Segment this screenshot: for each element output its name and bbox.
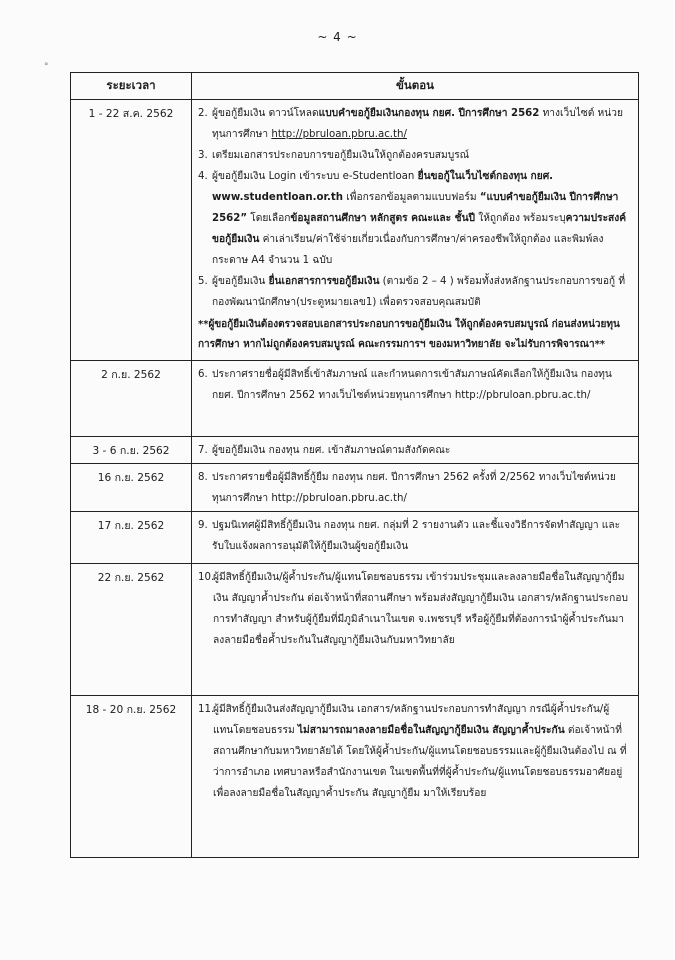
step-text [212, 166, 628, 271]
step-text [213, 567, 628, 651]
steps-cell [192, 696, 639, 858]
step-text-part: ต่อเจ้าหน้าที่สถานศึกษากับมหาวิทยาลัยได้ โดยให้ผู้ค้ำประกัน/ผู้แทนโดยชอบธรรมและผู้กู้ยืมเงินต้องไป ณ ที่ว่าการอำเภอ เทศบาลหรือสำนักงานเขต ในเขตพื้นที่ที่ผู้ค้ำประกัน/ผู้แทนโดยชอบธรรมอาศัยอยู่เพื่อลงลายมือชื่อในสัญญาค้ำประกัน สัญญากู้ยืม มาให้เรียบร้อย [213, 725, 627, 799]
step-number: 7. [198, 445, 208, 456]
step-number: 4. [198, 171, 208, 182]
period-cell: 1 - 22 ส.ค. 2562 [71, 100, 192, 361]
table-row [71, 564, 639, 696]
step-text-part: ค่าเล่าเรียน/ค่าใช้จ่ายเกี่ยวเนื่องกับการศึกษา/ค่าครองชีพให้ถูกต้อง และพิมพ์ลงกระดาษ A4 จำนวน 1 ฉบับ [212, 234, 604, 266]
header-steps: ขั้นตอน [192, 73, 639, 100]
step-text [212, 467, 628, 509]
steps-cell [192, 512, 639, 564]
step-item [198, 699, 628, 804]
table-header-row [71, 73, 639, 100]
step-text [212, 364, 628, 406]
step-text-part: ผู้ขอกู้ยืมเงิน Login เข้าระบบ e-Studentloan [212, 171, 418, 182]
steps-cell [192, 437, 639, 464]
schedule-rows [71, 100, 639, 858]
step-item [198, 103, 628, 145]
step-text-part: ให้ถูกต้อง พร้อมระบุ [475, 213, 566, 224]
step-text [212, 145, 628, 166]
step-text-part: ผู้ขอกู้ยืมเงิน [212, 276, 269, 287]
table-row [71, 100, 639, 361]
step-number: 9. [198, 520, 208, 531]
step-number: 10. [198, 572, 215, 583]
step-number: 11. [198, 704, 215, 715]
table-row [71, 437, 639, 464]
period-cell: 2 ก.ย. 2562 [71, 361, 192, 437]
step-number: 5. [198, 276, 208, 287]
step-text-part: ประกาศรายชื่อผู้มีสิทธิ์กู้ยืม กองทุน กยศ. ปีการศึกษา 2562 ครั้งที่ 2/2562 ทางเว็บไซต์หน่วยทุนการศึกษา http://pbruloan.pbru.ac.th/ [212, 472, 616, 504]
table-row [71, 464, 639, 512]
period-cell: 17 ก.ย. 2562 [71, 512, 192, 564]
step-item [198, 271, 628, 313]
period-cell: 16 ก.ย. 2562 [71, 464, 192, 512]
step-text [212, 440, 628, 461]
steps-cell [192, 100, 639, 361]
step-text-part: ผู้มีสิทธิ์กู้ยืมเงิน/ผู้ค้ำประกัน/ผู้แทนโดยชอบธรรม เข้าร่วมประชุมและลงลายมือชื่อในสัญญากู้ยืมเงิน สัญญาค้ำประกัน ต่อเจ้าหน้าที่สถานศึกษา พร้อมส่งสัญญากู้ยืมเงิน เอกสาร/หลักฐานประกอบการทำสัญญา สำหรับผู้กู้ยืมที่มีภูมิลำเนาในเขต จ.เพชรบุรี หรือผู้กู้ยืมที่ต้องการนำผู้ค้ำประกันมาลงลายมือชื่อค้ำประกันในสัญญากู้ยืมเงินกับมหาวิทยาลัย [213, 572, 628, 646]
period-cell: 18 - 20 ก.ย. 2562 [71, 696, 192, 858]
step-text-bold: แบบคำขอกู้ยืมเงินกองทุน กยศ. ปีการศึกษา 2562 [318, 108, 540, 119]
steps-cell [192, 464, 639, 512]
schedule-table [70, 72, 639, 858]
warning-note: **ผู้ขอกู้ยืมเงินต้องตรวจสอบเอกสารประกอบการขอกู้ยืมเงิน ให้ถูกต้องครบสมบูรณ์ ก่อนส่งหน่วยทุนการศึกษา หากไม่ถูกต้องครบสมบูรณ์ คณะกรรมการฯ ของมหาวิทยาลัย จะไม่รับการพิจารณา** [198, 319, 620, 350]
corner-mark: ° [44, 62, 49, 72]
step-number: 2. [198, 108, 208, 119]
step-text-part: ผู้ขอกู้ยืมเงิน กองทุน กยศ. เข้าสัมภาษณ์ตามสังกัดคณะ [212, 445, 451, 456]
step-text-part: ทางเว็บไซต์ หน่วยทุนการศึกษา [212, 108, 623, 140]
step-text-bold: ความประสงค์ขอกู้ยืมเงิน [212, 213, 627, 245]
step-item [198, 145, 628, 166]
step-text-bold: ยื่นเอกสารการขอกู้ยืมเงิน [268, 276, 380, 287]
step-text [212, 103, 628, 145]
step-item [198, 166, 628, 271]
step-text-bold: ไม่สามารถมาลงลายมือชื่อในสัญญากู้ยืมเงิน สัญญาค้ำประกัน [297, 725, 565, 736]
header-period: ระยะเวลา [71, 73, 192, 100]
step-text-part: ผู้ขอกู้ยืมเงิน ดาวน์โหลด [212, 108, 319, 119]
step-link[interactable]: http://pbruloan.pbru.ac.th/ [271, 129, 407, 140]
step-text-part: ผู้มีสิทธิ์กู้ยืมเงินส่งสัญญากู้ยืมเงิน เอกสาร/หลักฐานประกอบการทำสัญญา กรณีผู้ค้ำประกัน/ผู้แทนโดยชอบธรรม [213, 704, 610, 736]
step-text [212, 515, 628, 557]
step-item [198, 440, 628, 461]
step-text [212, 271, 628, 313]
step-number: 6. [198, 369, 208, 380]
step-text-part: เพื่อกรอกข้อมูลตามแบบฟอร์ม [343, 192, 480, 203]
steps-cell [192, 564, 639, 696]
step-text [213, 699, 628, 804]
step-text-part: (ตามข้อ 2 – 4 ) พร้อมทั้งส่งหลักฐานประกอบการขอกู้ ที่กองพัฒนานักศึกษา(ประตูหมายเลข1) เพื่อตรวจสอบคุณสมบัติ [212, 276, 626, 308]
step-text-bold: ยื่นขอกู้ในเว็บไซต์กองทุน กยศ. www.studentloan.or.th [212, 171, 554, 203]
step-item [198, 567, 628, 651]
step-text-part: ปฐมนิเทศผู้มีสิทธิ์กู้ยืมเงิน กองทุน กยศ. กลุ่มที่ 2 รายงานตัว และชี้แจงวิธีการจัดทำสัญญา และรับใบแจ้งผลการอนุมัติให้กู้ยืมเงินผู้ขอกู้ยืมเงิน [212, 520, 621, 552]
step-text-part: ประกาศรายชื่อผู้มีสิทธิ์เข้าสัมภาษณ์ และกำหนดการเข้าสัมภาษณ์คัดเลือกให้กู้ยืมเงิน กองทุน กยศ. ปีการศึกษา 2562 ทางเว็บไซต์หน่วยทุนการศึกษา http://pbruloan.pbru.ac.th/ [212, 369, 612, 401]
step-item [198, 364, 628, 406]
table-row [71, 696, 639, 858]
page-number: ~ 4 ~ [317, 30, 358, 44]
steps-cell [192, 361, 639, 437]
step-item [198, 515, 628, 557]
step-text-part: เตรียมเอกสารประกอบการขอกู้ยืมเงินให้ถูกต้องครบสมบูรณ์ [212, 150, 470, 161]
step-text-bold: “แบบคำขอกู้ยืมเงิน ปีการศึกษา 2562” [212, 192, 619, 224]
period-cell: 22 ก.ย. 2562 [71, 564, 192, 696]
step-text-part: โดยเลือก [247, 213, 291, 224]
step-item [198, 467, 628, 509]
table-row [71, 512, 639, 564]
table-row [71, 361, 639, 437]
step-number: 8. [198, 472, 208, 483]
period-cell: 3 - 6 ก.ย. 2562 [71, 437, 192, 464]
step-number: 3. [198, 150, 208, 161]
step-text-bold: ข้อมูลสถานศึกษา หลักสูตร คณะและ ชั้นปี [290, 213, 475, 224]
